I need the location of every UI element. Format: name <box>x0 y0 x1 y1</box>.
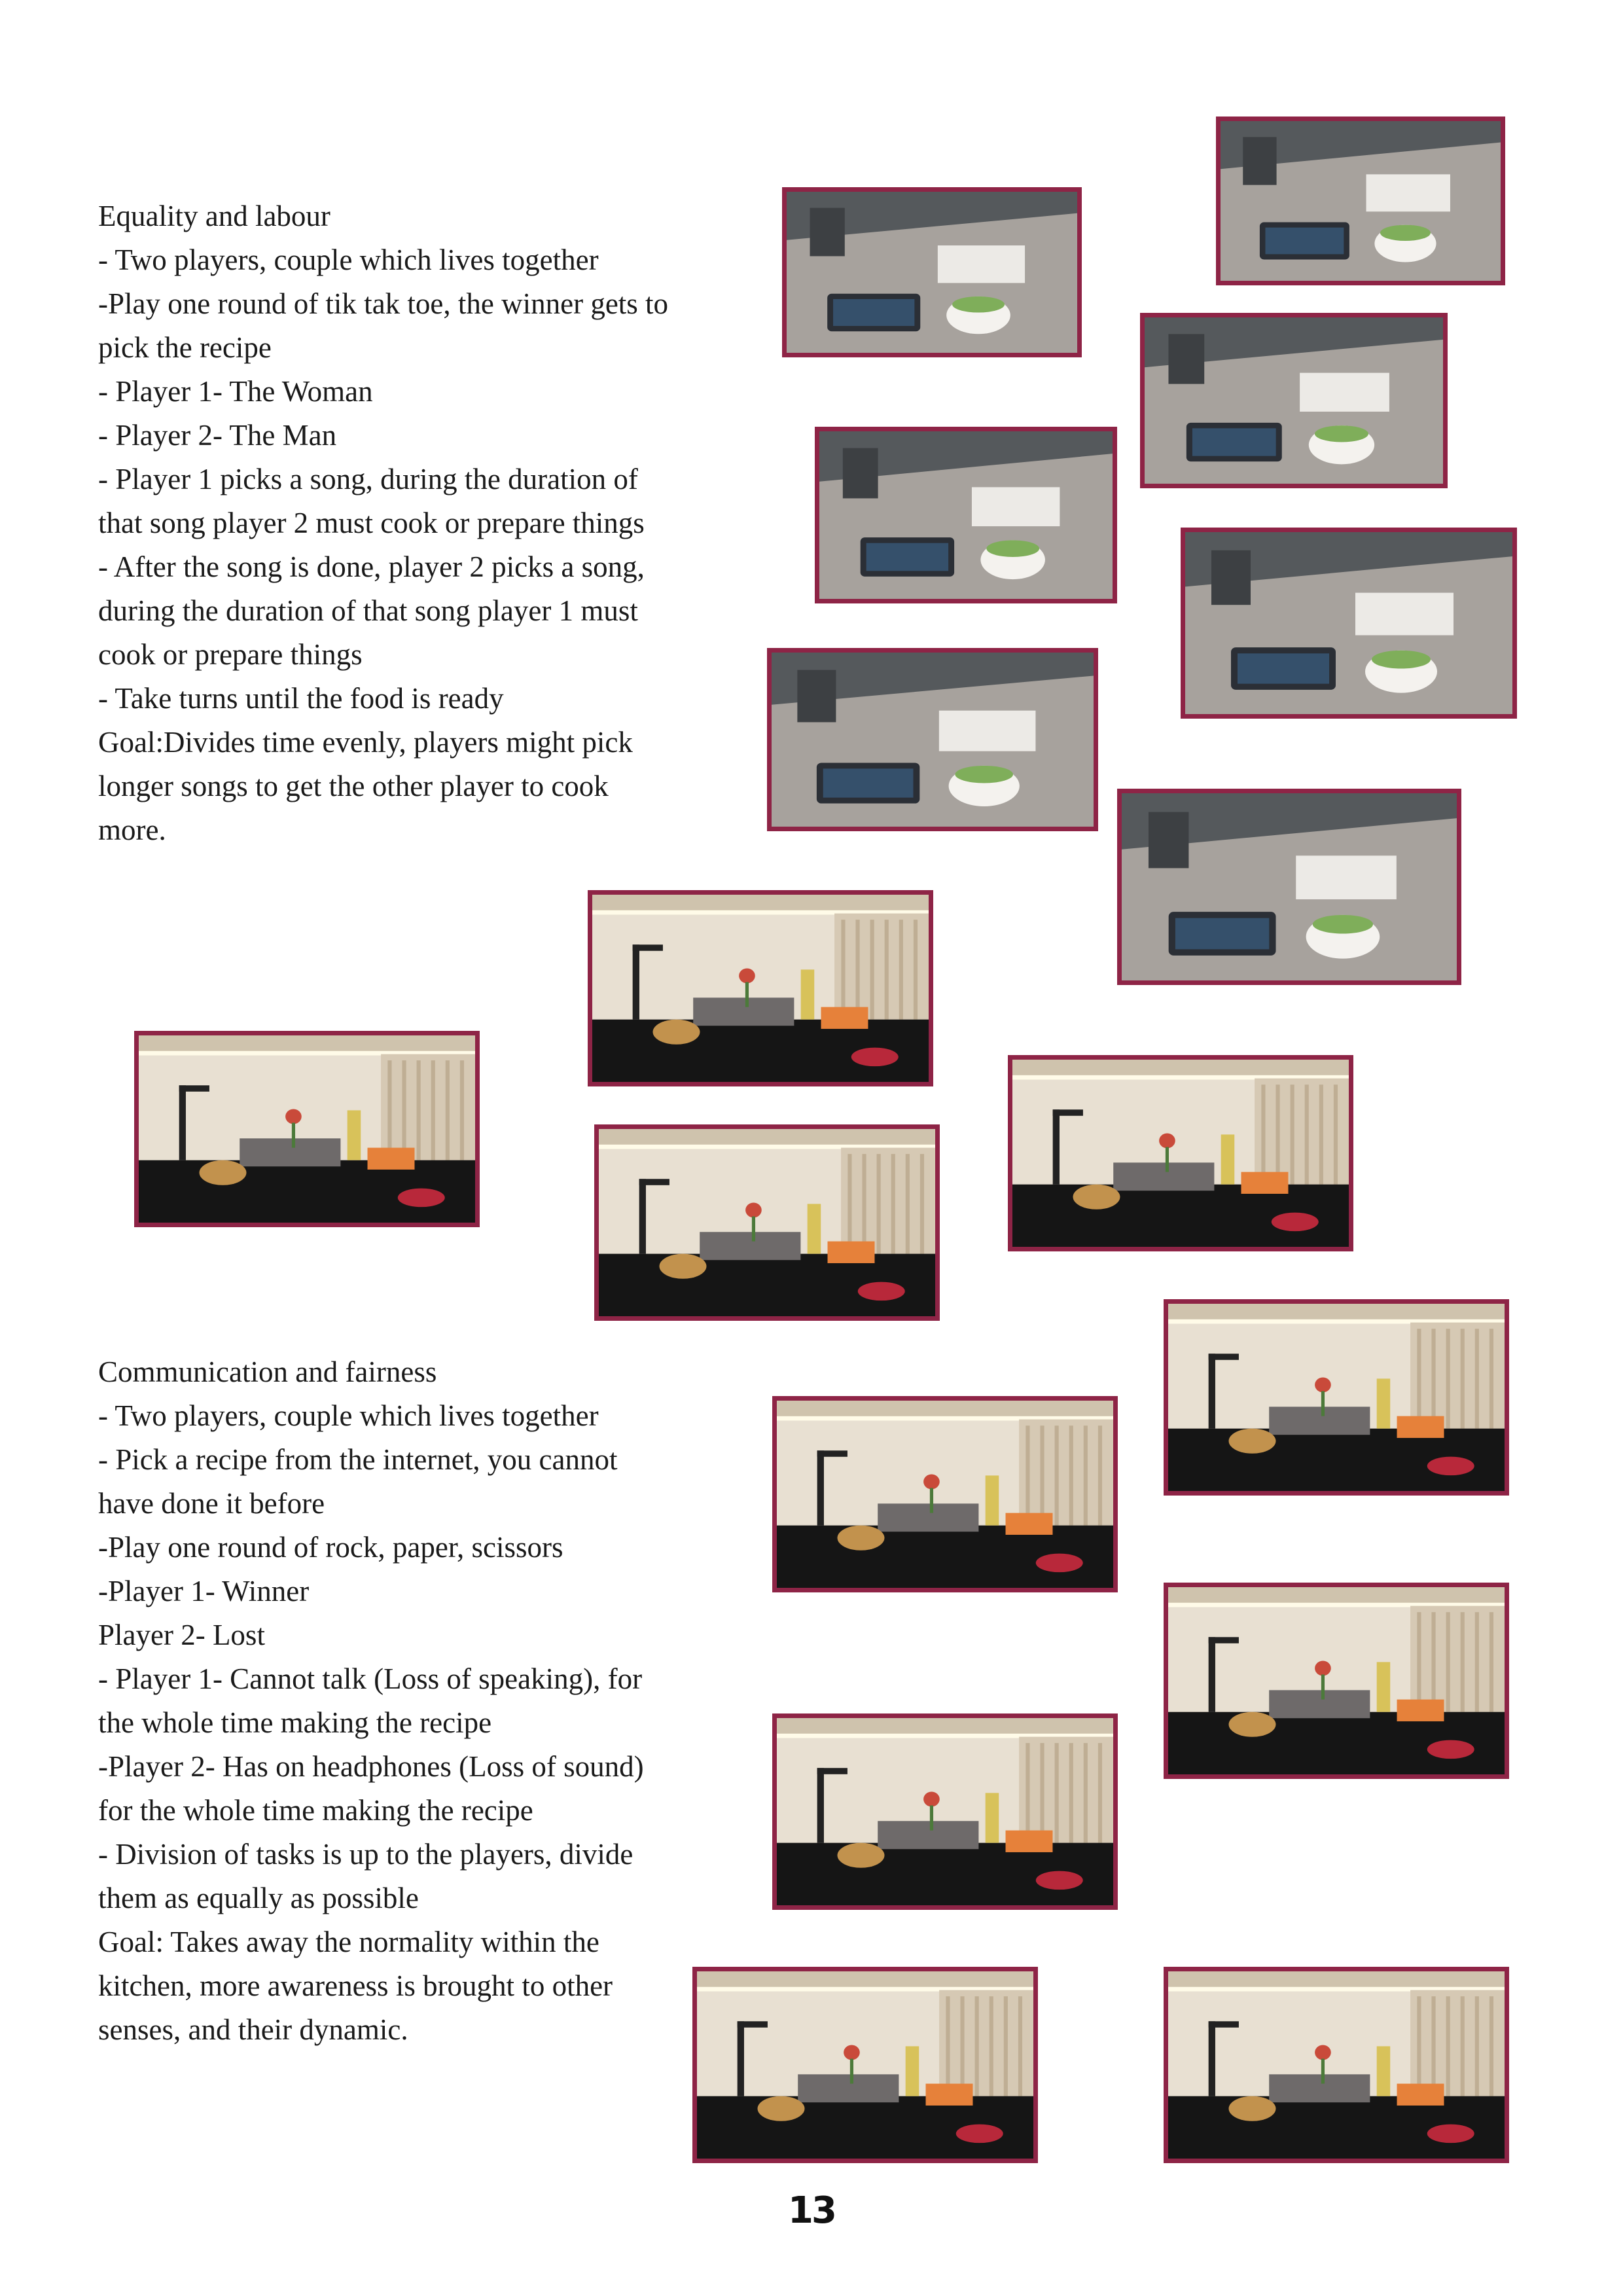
photo-illustration <box>777 1718 1113 1905</box>
text-line: during the duration of that song player 1 must <box>98 594 638 627</box>
text-line: - Take turns until the food is ready <box>98 682 504 715</box>
photo <box>782 187 1082 357</box>
text-line: cook or prepare things <box>98 638 363 671</box>
section-communication-fairness <box>98 1350 759 2052</box>
text-line: - Player 1- Cannot talk (Loss of speaking), for <box>98 1662 643 1695</box>
text-line: Equality and labour <box>98 200 330 232</box>
photo-illustration <box>592 895 929 1082</box>
photo <box>1140 313 1448 488</box>
text-line: have done it before <box>98 1487 325 1520</box>
photo <box>1181 528 1517 719</box>
photo-illustration <box>1221 121 1501 281</box>
photo-illustration <box>697 1971 1033 2159</box>
text-line: Goal:Divides time evenly, players might pick <box>98 726 633 759</box>
photo <box>1164 1967 1509 2163</box>
text-line: Player 2- Lost <box>98 1619 265 1651</box>
photo-illustration <box>777 1401 1113 1588</box>
text-line: the whole time making the recipe <box>98 1706 492 1739</box>
text-line: more. <box>98 814 166 846</box>
text-line: longer songs to get the other player to cook <box>98 770 609 802</box>
photo <box>767 648 1098 831</box>
text-line: - Pick a recipe from the internet, you cannot <box>98 1443 618 1476</box>
photo <box>815 427 1117 603</box>
text-line: that song player 2 must cook or prepare things <box>98 507 645 539</box>
text-line: - After the song is done, player 2 picks a song, <box>98 550 645 583</box>
text-line: - Player 2- The Man <box>98 419 337 452</box>
text-line: -Play one round of rock, paper, scissors <box>98 1531 563 1564</box>
text-line: Communication and fairness <box>98 1355 437 1388</box>
text-line: Goal: Takes away the normality within the <box>98 1926 599 1958</box>
text-line: for the whole time making the recipe <box>98 1794 533 1827</box>
text-line: -Player 2- Has on headphones (Loss of sound) <box>98 1750 644 1783</box>
text-line: kitchen, more awareness is brought to other <box>98 1969 613 2002</box>
photo <box>594 1124 940 1321</box>
photo-illustration <box>819 431 1113 599</box>
text-line: them as equally as possible <box>98 1882 419 1914</box>
text-line: - Player 1- The Woman <box>98 375 373 408</box>
photo-illustration <box>1145 317 1443 484</box>
text-line: - Two players, couple which lives together <box>98 243 599 276</box>
photo <box>772 1396 1118 1592</box>
photo-illustration <box>1185 532 1512 714</box>
text-line: - Two players, couple which lives together <box>98 1399 599 1432</box>
photo <box>1117 789 1461 985</box>
photo <box>1164 1299 1509 1496</box>
photo-illustration <box>772 653 1094 827</box>
photo-illustration <box>1168 1971 1505 2159</box>
photo-illustration <box>787 192 1077 353</box>
page-number: 13 <box>788 2189 835 2232</box>
text-line: - Player 1 picks a song, during the duration of <box>98 463 638 495</box>
photo <box>692 1967 1038 2163</box>
text-line: - Division of tasks is up to the players, divide <box>98 1838 633 1871</box>
photo <box>134 1031 480 1227</box>
photo <box>588 890 933 1086</box>
text-line: senses, and their dynamic. <box>98 2013 408 2046</box>
photo-illustration <box>1168 1304 1505 1491</box>
photo <box>1216 117 1505 285</box>
photo-illustration <box>1012 1060 1349 1247</box>
photo <box>772 1713 1118 1910</box>
text-line: -Player 1- Winner <box>98 1575 310 1607</box>
text-line: pick the recipe <box>98 331 272 364</box>
photo-illustration <box>599 1129 935 1316</box>
photo <box>1164 1583 1509 1779</box>
photo-illustration <box>139 1035 475 1223</box>
photo-illustration <box>1168 1587 1505 1774</box>
photo <box>1008 1055 1353 1251</box>
section-equality-labour <box>98 194 759 852</box>
text-line: -Play one round of tik tak toe, the winner gets to <box>98 287 669 320</box>
photo-illustration <box>1122 793 1457 980</box>
